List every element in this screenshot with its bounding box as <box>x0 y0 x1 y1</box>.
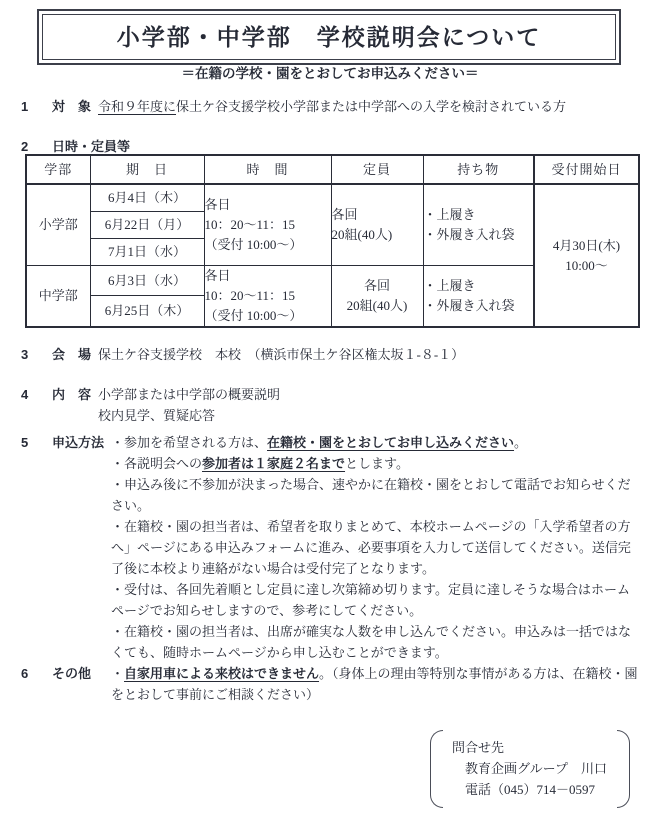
header-items: 持ち物 <box>423 155 534 184</box>
section-schedule-number: 2 <box>21 139 29 154</box>
elementary-capacity-cell <box>331 184 423 266</box>
bullet-text: ・在籍校・園の担当者は、出席が確実な人数を申し込んでください。申込みは一括ではなくても、随時ホームページから申し込むことができます。 <box>111 624 632 660</box>
apply-bullet-5 <box>111 579 641 621</box>
section-other-number: 6 <box>21 666 29 681</box>
apply-bullet-4 <box>111 516 641 579</box>
time-line: 各日 <box>204 197 231 212</box>
contact-box <box>430 730 630 808</box>
other-bullet <box>111 663 641 705</box>
section-target-number: 1 <box>21 99 29 114</box>
bullet-text: ・ <box>111 666 125 681</box>
page-subtitle: ＝在籍の学校・園をとおしてお申込みください＝ <box>181 66 479 81</box>
junior-items-cell <box>423 266 534 328</box>
bullet-text: ・在籍校・園の担当者は、希望者を取りまとめて、本校ホームページの「入学希望者の方へ」ページにある申込みフォームに進み、必要事項を入力して送信してください。送信完了後に本校より連絡がない場合は受付完了となります。 <box>111 519 631 576</box>
content-line-1: 小学部または中学部の概要説明 <box>98 387 281 402</box>
elementary-date-2: 6月22日（月） <box>90 212 204 239</box>
time-line: 各日 <box>204 268 231 283</box>
bullet-text: ・参加を希望される方は、 <box>111 435 268 450</box>
left-parenthesis-decoration <box>430 730 443 808</box>
apply-bullet-3 <box>111 474 641 516</box>
target-underlined-text: 令和９年度に <box>98 99 177 114</box>
table-row <box>26 184 639 212</box>
section-target-body <box>98 96 638 117</box>
content-line-2: 校内見学、質疑応答 <box>98 408 216 423</box>
junior-dept-cell: 中学部 <box>26 266 90 328</box>
time-line: 10：20～11：15 <box>204 288 296 303</box>
items-line: ・上履き <box>423 278 476 293</box>
section-content-body <box>98 384 638 426</box>
bullet-emphasis: 自家用車による来校はできません <box>124 666 320 681</box>
section-apply-number: 5 <box>21 435 29 450</box>
section-venue-number: 3 <box>21 347 29 362</box>
elementary-date-1: 6月4日（木） <box>90 184 204 212</box>
section-venue-label: 会 場 <box>52 347 92 362</box>
items-line: ・外履き入れ袋 <box>423 298 515 313</box>
section-apply-body <box>111 432 641 663</box>
capacity-line: 20組(40人) <box>331 227 393 242</box>
junior-date-1: 6月3日（水） <box>90 266 204 296</box>
section-other-label: その他 <box>52 666 92 681</box>
section-schedule-label: 日時・定員等 <box>52 139 131 154</box>
section-content <box>0 384 660 426</box>
items-line: ・上履き <box>423 207 476 222</box>
bullet-text: 。 <box>514 435 528 450</box>
reception-date: 4月30日(木) <box>552 237 621 253</box>
capacity-line: 各回 <box>363 278 390 293</box>
schedule-table <box>25 154 640 328</box>
junior-capacity-cell <box>331 266 423 328</box>
bullet-text: ・申込み後に不参加が決まった場合、速やかに在籍校・園をとおして電話でお知らせください。 <box>111 477 631 513</box>
bullet-text: 。（身体上の理由等特別な事情がある方は、在籍校・園をとおして事前にご相談ください） <box>111 666 638 702</box>
elementary-date-3: 7月1日（水） <box>90 239 204 266</box>
bullet-emphasis: 在籍校・園をとおしてお申し込みください <box>267 435 515 450</box>
title-box <box>37 9 621 65</box>
section-content-number: 4 <box>21 387 29 402</box>
target-text: 保土ケ谷支援学校小学部または中学部への入学を検討されている方 <box>176 99 567 114</box>
items-line: ・外履き入れ袋 <box>423 227 515 242</box>
page-title: 小学部・中学部 学校説明会について <box>116 24 542 50</box>
time-line: 10：20～11：15 <box>204 217 296 232</box>
header-time: 時 間 <box>204 155 331 184</box>
junior-date-2: 6月25日（木） <box>90 296 204 327</box>
bullet-text: ・受付は、各回先着順とし定員に達し次第締め切ります。定員に達しそうな場合はホームページでお知らせしますので、参考にしてください。 <box>111 582 630 618</box>
apply-bullet-6 <box>111 621 641 663</box>
contact-text <box>443 730 617 808</box>
section-other <box>0 663 660 705</box>
elementary-time-cell <box>204 184 331 266</box>
time-line: （受付 10:00～） <box>204 308 303 323</box>
section-apply-label: 申込方法 <box>52 435 105 450</box>
contact-line-3: 電話（045）714－0597 <box>452 782 596 797</box>
section-venue <box>0 344 660 365</box>
bullet-text: ・各説明会への <box>111 456 203 471</box>
section-venue-body: 保土ケ谷支援学校 本校 （横浜市保土ケ谷区権太坂１-８-１） <box>98 347 465 362</box>
header-date: 期 日 <box>90 155 204 184</box>
section-content-label: 内 容 <box>52 387 92 402</box>
right-parenthesis-decoration <box>617 730 630 808</box>
header-reception: 受付開始日 <box>534 155 639 184</box>
header-capacity: 定員 <box>331 155 423 184</box>
elementary-dept-cell: 小学部 <box>26 184 90 266</box>
capacity-line: 各回 <box>331 207 358 222</box>
section-other-body <box>111 663 641 705</box>
schedule-header-row <box>26 155 639 184</box>
time-line: （受付 10:00～） <box>204 237 303 252</box>
elementary-items-cell <box>423 184 534 266</box>
section-apply <box>0 432 660 663</box>
junior-time-cell <box>204 266 331 328</box>
title-box-inner <box>42 14 616 60</box>
section-target <box>0 96 660 117</box>
capacity-line: 20組(40人) <box>346 298 408 313</box>
bullet-text: とします。 <box>345 456 409 471</box>
bullet-emphasis: 参加者は１家庭２名まで <box>202 456 346 471</box>
apply-bullet-1 <box>111 432 641 453</box>
contact-line-1: 問合せ先 <box>452 740 505 755</box>
reception-time: 10:00～ <box>565 257 608 273</box>
apply-bullet-2 <box>111 453 641 474</box>
section-target-label: 対 象 <box>52 99 92 114</box>
reception-start-cell <box>534 184 639 327</box>
header-dept: 学部 <box>26 155 90 184</box>
contact-line-2: 教育企画グループ 川口 <box>452 761 607 776</box>
